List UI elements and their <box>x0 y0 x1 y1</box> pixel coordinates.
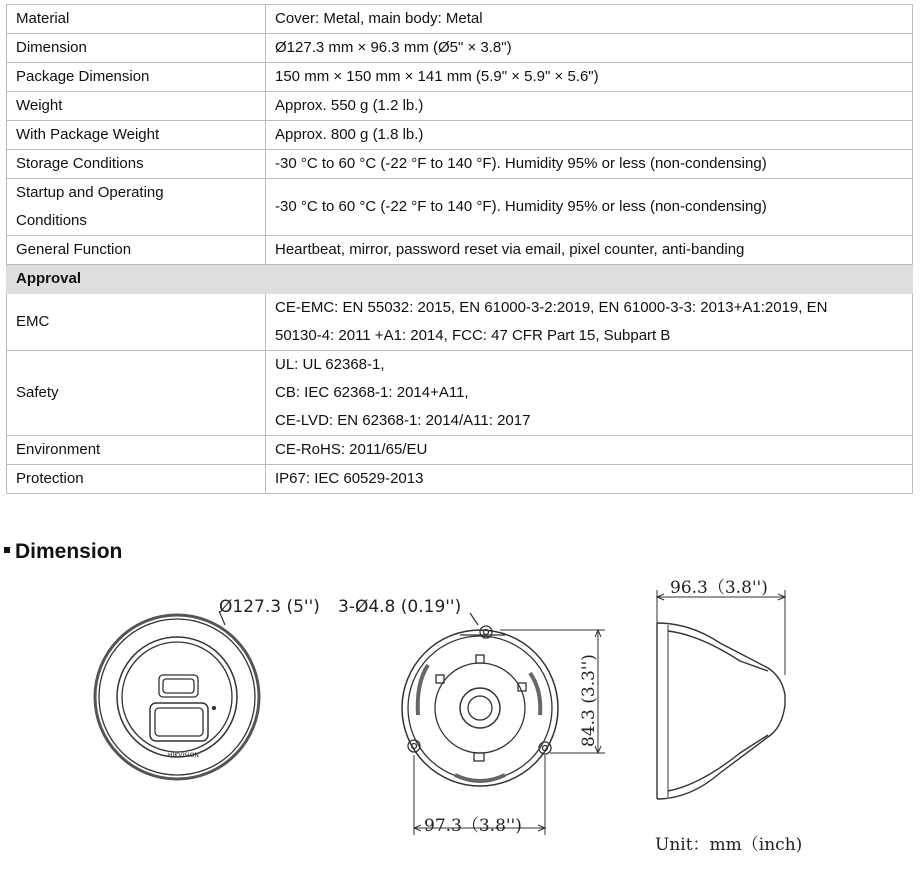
spec-row <box>7 179 913 236</box>
section-header-row <box>7 265 913 294</box>
dimension-drawing <box>0 565 922 880</box>
base-width-label: 97.3（3.8'') <box>424 816 522 836</box>
bottom-view <box>402 626 558 786</box>
spec-row <box>7 236 913 265</box>
spec-row <box>7 63 913 92</box>
side-view <box>657 623 785 799</box>
spec-row <box>7 351 913 436</box>
spec-label: General Function <box>7 236 266 265</box>
spec-label: EMC <box>7 294 266 351</box>
spec-label: Package Dimension <box>7 63 266 92</box>
spec-value-line: Approx. 800 g (1.8 lb.) <box>275 126 424 143</box>
spec-value <box>266 179 913 236</box>
spec-value-line: -30 °C to 60 °C (-22 °F to 140 °F). Humidity 95% or less (non-condensing) <box>275 155 767 172</box>
spec-label-line: Conditions <box>16 212 87 229</box>
spec-label: Protection <box>7 465 266 494</box>
spec-value <box>266 92 913 121</box>
spec-row <box>7 5 913 34</box>
spec-value <box>266 150 913 179</box>
spec-label: With Package Weight <box>7 121 266 150</box>
spec-label-line: Startup and Operating <box>16 184 164 201</box>
spec-value <box>266 236 913 265</box>
hole-leader <box>470 613 478 625</box>
spec-row <box>7 436 913 465</box>
front-diameter-label: Ø127.3 (5'') <box>219 597 320 617</box>
spec-value-line: CE-LVD: EN 62368-1: 2014/A11: 2017 <box>275 412 531 429</box>
spec-label <box>7 179 266 236</box>
spec-value <box>266 465 913 494</box>
spec-value-line: -30 °C to 60 °C (-22 °F to 140 °F). Humidity 95% or less (non-condensing) <box>275 198 767 215</box>
spec-label: Safety <box>7 351 266 436</box>
spec-value-line: Heartbeat, mirror, password reset via email, pixel counter, anti-banding <box>275 241 745 258</box>
spec-label: Weight <box>7 92 266 121</box>
dimension-heading <box>4 540 122 564</box>
spec-value-line: Ø127.3 mm × 96.3 mm (Ø5" × 3.8") <box>275 39 512 56</box>
spec-value-line: 50130-4: 2011 +A1: 2014, FCC: 47 CFR Part 15, Subpart B <box>275 327 671 344</box>
unit-label: Unit：mm（inch) <box>655 835 803 855</box>
spec-row <box>7 465 913 494</box>
hole-label: 3-Ø4.8 (0.19'') <box>338 597 462 617</box>
spec-value-line: 150 mm × 150 mm × 141 mm (5.9" × 5.9" × 5.6") <box>275 68 599 85</box>
spec-value-line: CE-EMC: EN 55032: 2015, EN 61000-3-2:2019, EN 61000-3-3: 2013+A1:2019, EN <box>275 299 828 316</box>
spec-label: Storage Conditions <box>7 150 266 179</box>
spec-value <box>266 351 913 436</box>
bullet-icon <box>4 547 10 553</box>
spec-value <box>266 34 913 63</box>
spec-label: Material <box>7 5 266 34</box>
spec-value <box>266 63 913 92</box>
spec-label: Dimension <box>7 34 266 63</box>
section-title: Approval <box>7 265 913 294</box>
spec-row <box>7 294 913 351</box>
spec-value-line: Cover: Metal, main body: Metal <box>275 10 483 27</box>
spec-value-line: Approx. 550 g (1.2 lb.) <box>275 97 424 114</box>
spec-value-line: IP67: IEC 60529-2013 <box>275 470 424 487</box>
spec-value-line: UL: UL 62368-1, <box>275 356 385 373</box>
dimension-title: Dimension <box>15 540 123 563</box>
spec-value <box>266 436 913 465</box>
spec-row <box>7 121 913 150</box>
spec-value-line: CE-RoHS: 2011/65/EU <box>275 441 428 458</box>
spec-value <box>266 294 913 351</box>
specification-table <box>6 4 913 494</box>
spec-value-line: CB: IEC 62368-1: 2014+A11, <box>275 384 469 401</box>
front-logo: HIKVISION <box>168 752 199 759</box>
depth-label: 96.3（3.8'') <box>670 578 768 598</box>
spec-row <box>7 92 913 121</box>
spec-value <box>266 5 913 34</box>
spec-row <box>7 34 913 63</box>
spec-row <box>7 150 913 179</box>
height-label: 84.3 (3.3'') <box>579 654 599 747</box>
spec-value <box>266 121 913 150</box>
spec-label: Environment <box>7 436 266 465</box>
